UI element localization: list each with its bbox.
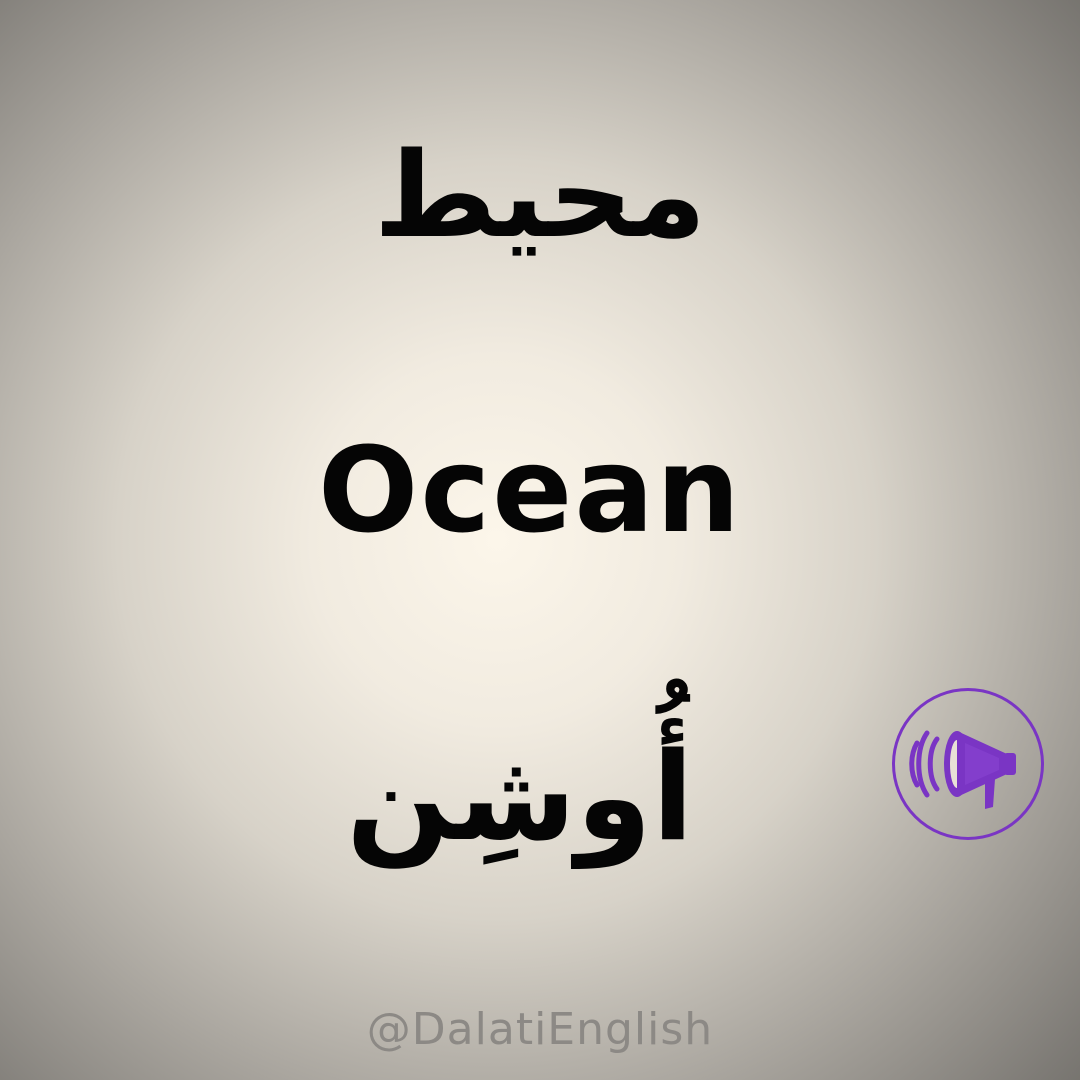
play-audio-button[interactable]: [892, 688, 1044, 840]
megaphone-icon: [895, 691, 1041, 837]
watermark-handle: @DalatiEnglish: [366, 1004, 714, 1055]
pronunciation-text: أُوشِن: [346, 726, 694, 868]
arabic-word: محيط: [373, 126, 707, 264]
english-word: Ocean: [318, 421, 742, 559]
